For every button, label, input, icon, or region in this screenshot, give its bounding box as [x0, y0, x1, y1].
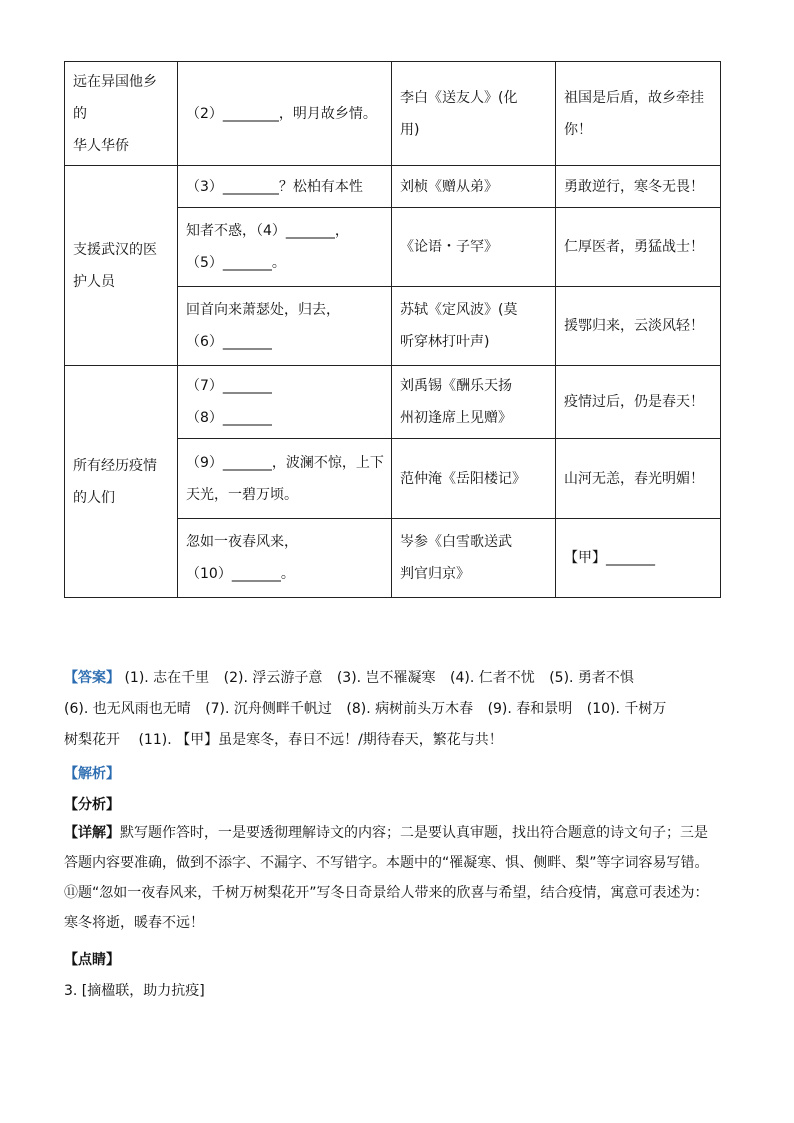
source-cell: 苏轼《定风波》(莫 听穿林打叶声): [392, 287, 556, 366]
source-cell: 岑参《白雪歌送武 判官归京》: [392, 519, 556, 598]
poem-table: [64, 61, 721, 598]
poem-line-cell: 忽如一夜春风来， （10）_______。: [178, 519, 392, 598]
source-cell: 范仲淹《岳阳楼记》: [392, 439, 556, 519]
table-row: [65, 62, 721, 166]
source-cell: 李白《送友人》(化 用): [392, 62, 556, 166]
group-cell-everyone: 所有经历疫情 的人们: [65, 366, 178, 598]
poem-line-cell: 知者不惑，（4）_______， （5）_______。: [178, 208, 392, 287]
answer-section: [64, 663, 724, 756]
answer-line-2: (6). 也无风雨也无晴 (7). 沉舟侧畔千帆过 (8). 病树前头万木春 (9). 春和景明 (10). 千树万: [64, 701, 667, 717]
source-cell: 刘禹锡《酬乐天扬 州初逢席上见赠》: [392, 366, 556, 439]
message-cell: 勇敢逆行，寒冬无畏！: [556, 166, 721, 208]
detail-label: 【详解】: [64, 825, 120, 841]
group-cell-overseas: 远在异国他乡 的 华人华侨: [65, 62, 178, 166]
table-row: [65, 166, 721, 208]
table-row: [65, 366, 721, 439]
message-cell: 仁厚医者，勇猛战士！: [556, 208, 721, 287]
source-cell: 刘桢《赠从弟》: [392, 166, 556, 208]
message-cell: 山河无恙，春光明媚！: [556, 439, 721, 519]
poem-line-cell: （2）________，明月故乡情。: [178, 62, 392, 166]
detail-section: 【详解】默写题作答时，一是要透彻理解诗文的内容；二是要认真审题，找出符合题意的诗文句子；三是 答题内容要准确，做到不添字、不漏字、不写错字。本题中的“罹凝寒、惧、侧畔、梨”等字词容易写错。 ⑪题“忽如一夜春风来，千树万树梨花开”写冬日奇景给人带来的欣喜与希望，结合疫情，寓意可表述为： 寒冬将逝，暖春不远！: [64, 825, 709, 931]
poem-line-cell: （7）_______ （8）_______: [178, 366, 392, 439]
group-cell-medical: 支援武汉的医 护人员: [65, 166, 178, 366]
dianjing-label: 【点睛】: [64, 952, 120, 968]
next-question-title: 3. [摘楹联，助力抗疫]: [64, 983, 205, 999]
message-cell: 祖国是后盾，故乡牵挂 你！: [556, 62, 721, 166]
source-cell: 《论语・子罕》: [392, 208, 556, 287]
answer-line-3: 树梨花开 (11). 【甲】虽是寒冬，春日不远！/期待春天，繁花与共！: [64, 732, 503, 748]
poem-line-cell: 回首向来萧瑟处，归去， （6）_______: [178, 287, 392, 366]
message-cell: 援鄂归来，云淡风轻！: [556, 287, 721, 366]
poem-line-cell: （3）________？松柏有本性: [178, 166, 392, 208]
answer-line-1: 【答案】 (1). 志在千里 (2). 浮云游子意 (3). 岂不罹凝寒 (4). 仁者不忧 (5). 勇者不惧: [64, 670, 634, 686]
analysis-label: 【解析】: [64, 766, 120, 782]
fenxi-label: 【分析】: [64, 797, 120, 813]
poem-line-cell: （9）_______，波澜不惊，上下 天光，一碧万顷。: [178, 439, 392, 519]
message-cell: 疫情过后，仍是春天！: [556, 366, 721, 439]
answer-label: 【答案】: [64, 670, 120, 686]
message-cell: 【甲】_______: [556, 519, 721, 598]
